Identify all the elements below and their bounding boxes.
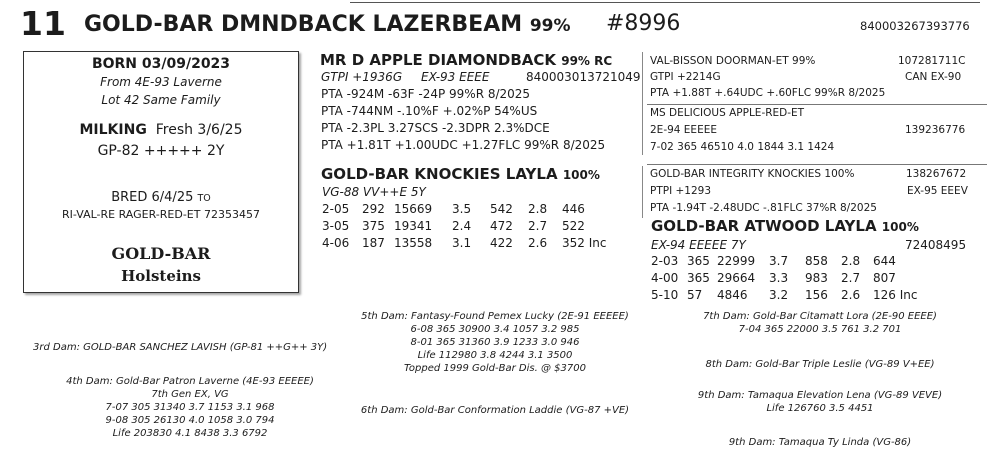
- table-row: [322, 218, 606, 235]
- record-cell: 3.3: [769, 271, 789, 285]
- record-cell: 542: [490, 202, 513, 216]
- fourth-dam: [40, 375, 340, 440]
- animal-title: [84, 10, 571, 41]
- ninth-dam-a-line: Life 126760 3.5 4451: [766, 403, 874, 414]
- record-cell: 3-05: [322, 219, 350, 233]
- record-cell: 446: [562, 202, 585, 216]
- record-cell: 422: [490, 236, 513, 250]
- lot-note: Lot 42 Same Family: [101, 93, 221, 107]
- third-dam: 3rd Dam: GOLD-BAR SANCHEZ LAVISH (GP-81 ++G++ 3Y): [33, 342, 328, 353]
- seventh-dam-title: 7th Dam: Gold-Bar Citamatt Lora (2E-90 EEEE): [703, 311, 937, 322]
- sire-pta-1: PTA -924M -63F -24P 99%R 8/2025: [321, 87, 531, 101]
- record-cell: 807: [873, 271, 896, 285]
- grand-dam-class: EX-94 EEEEE 7Y: [651, 238, 746, 252]
- fifth-dam-title: 5th Dam: Fantasy-Found Pemex Lucky (2E-91 EEEEE): [361, 311, 629, 322]
- grand-dam-reg: 72408495: [905, 238, 967, 252]
- sire-dam-name: MS DELICIOUS APPLE-RED-ET: [650, 107, 805, 119]
- milking-value: Fresh 3/6/25: [155, 122, 243, 138]
- dam-sire-class: EX-95 EEEV: [907, 185, 968, 197]
- table-row: [651, 253, 917, 270]
- divider: [647, 164, 987, 165]
- milking-status: [24, 122, 298, 138]
- sire-sire-reg: 107281711C: [898, 55, 966, 67]
- grand-dam-name: [651, 217, 919, 235]
- sire-gtpi: GTPI +1936G: [321, 70, 403, 84]
- animal-info-box: [23, 51, 299, 293]
- fourth-dam-title: 4th Dam: Gold-Bar Patron Laverne (4E-93 EEEEE): [66, 376, 314, 387]
- farm-name: GOLD-BAR: [111, 244, 211, 263]
- bred-to-word: TO: [197, 193, 211, 204]
- record-cell: 2.6: [841, 288, 861, 302]
- sire-sire-gtpi: GTPI +2214G: [650, 71, 721, 83]
- ninth-dam-a: [660, 389, 980, 415]
- record-cell: 126 Inc: [873, 288, 918, 302]
- dam-sire-ptpi: PTPI +1293: [650, 185, 712, 197]
- dam-sire-reg: 138267672: [906, 168, 967, 180]
- animal-pct: 99%: [529, 16, 571, 36]
- fifth-dam-line: 6-08 365 30900 3.4 1057 3.2 985: [410, 324, 580, 335]
- record-cell: 3.2: [769, 288, 789, 302]
- seventh-dam-line: 7-04 365 22000 3.5 761 3.2 701: [738, 324, 902, 335]
- sixth-dam: 6th Dam: Gold-Bar Conformation Laddie (VG-87 +VE): [360, 405, 630, 416]
- table-row: [651, 270, 917, 287]
- record-cell: 292: [362, 202, 385, 216]
- record-cell: 2.7: [841, 271, 861, 285]
- bred-date: [24, 190, 298, 205]
- record-cell: 644: [873, 254, 896, 268]
- ninth-dam-a-title: 9th Dam: Tamaqua Elevation Lena (VG-89 VEVE): [697, 390, 943, 401]
- registration-number: 840003267393776: [860, 19, 970, 33]
- dam-pct: 100%: [562, 168, 600, 182]
- record-cell: 15669: [394, 202, 433, 216]
- record-cell: 22999: [717, 254, 756, 268]
- dam-class: VG-88 VV++E 5Y: [322, 185, 426, 199]
- seventh-dam: [660, 310, 980, 336]
- bred-to-sire: RI-VAL-RE RAGER-RED-ET 72353457: [62, 208, 260, 221]
- dam-name-text: GOLD-BAR KNOCKIES LAYLA: [321, 165, 558, 183]
- fourth-dam-line: 7-07 305 31340 3.7 1153 3.1 968: [105, 402, 275, 413]
- record-cell: 2.7: [528, 219, 548, 233]
- classification: GP-82 +++++ 2Y: [97, 143, 225, 159]
- dam-records: [322, 201, 606, 252]
- sire-pta-4: PTA +1.81T +1.00UDC +1.27FLC 99%R 8/2025: [321, 138, 606, 152]
- record-cell: 2-05: [322, 202, 350, 216]
- record-cell: 4846: [717, 288, 748, 302]
- record-cell: 2.4: [452, 219, 472, 233]
- lot-number: 11: [20, 4, 66, 43]
- sire-sire-name: VAL-BISSON DOORMAN-ET 99%: [650, 55, 816, 67]
- grand-dam-records: [651, 253, 917, 304]
- dam-sire-name: GOLD-BAR INTEGRITY KNOCKIES 100%: [650, 168, 855, 180]
- record-cell: 375: [362, 219, 385, 233]
- record-cell: 4-00: [651, 271, 679, 285]
- record-cell: 352 Inc: [562, 236, 607, 250]
- breed-name: Holsteins: [121, 267, 201, 285]
- table-row: [322, 235, 606, 252]
- sire-class: EX-93 EEEE: [421, 70, 490, 84]
- table-row: [651, 287, 917, 304]
- record-cell: 522: [562, 219, 585, 233]
- record-cell: 187: [362, 236, 385, 250]
- fifth-dam-line: 8-01 365 31360 3.9 1233 3.0 946: [410, 337, 580, 348]
- sire-pta-3: PTA -2.3PL 3.27SCS -2.3DPR 2.3%DCE: [321, 121, 550, 135]
- fifth-dam-line: Life 112980 3.8 4244 3.1 3500: [417, 350, 573, 361]
- record-cell: 3.5: [452, 202, 472, 216]
- milking-label: MILKING: [79, 122, 147, 138]
- sire-dam-class: 2E-94 EEEEE: [650, 124, 717, 136]
- record-cell: 365: [687, 271, 710, 285]
- sire-pta-2: PTA -744NM -.10%F +.02%P 54%US: [321, 104, 538, 118]
- record-cell: 156: [805, 288, 828, 302]
- record-cell: 29664: [717, 271, 756, 285]
- record-cell: 2.8: [528, 202, 548, 216]
- sire-pct: 99% RC: [561, 54, 613, 68]
- record-cell: 2-03: [651, 254, 679, 268]
- record-cell: 19341: [394, 219, 433, 233]
- pedigree-divider: [642, 166, 643, 218]
- table-row: [322, 201, 606, 218]
- record-cell: 472: [490, 219, 513, 233]
- grand-dam-pct: 100%: [881, 220, 919, 234]
- sire-dam-record: 7-02 365 46510 4.0 1844 3.1 1424: [650, 141, 835, 153]
- record-cell: 4-06: [322, 236, 350, 250]
- born-date: BORN 03/09/2023: [91, 56, 231, 72]
- fourth-dam-line: 7th Gen EX, VG: [151, 389, 229, 400]
- fifth-dam-line: Topped 1999 Gold-Bar Dis. @ $3700: [404, 363, 586, 374]
- fourth-dam-line: Life 203830 4.1 8438 3.3 6792: [112, 428, 268, 439]
- record-cell: 13558: [394, 236, 433, 250]
- from-dam: From 4E-93 Laverne: [100, 75, 222, 89]
- record-cell: 858: [805, 254, 828, 268]
- bred-label: BRED 6/4/25: [111, 190, 194, 205]
- animal-name: GOLD-BAR DMNDBACK LAZERBEAM: [84, 12, 523, 37]
- sire-sire-class: CAN EX-90: [905, 71, 962, 83]
- sire-dam-reg: 139236776: [905, 124, 966, 136]
- catalog-number: #8996: [606, 11, 681, 36]
- fifth-dam: [345, 310, 645, 375]
- record-cell: 3.7: [769, 254, 789, 268]
- record-cell: 57: [687, 288, 703, 302]
- divider: [647, 104, 987, 105]
- top-rule: [350, 2, 980, 3]
- record-cell: 3.1: [452, 236, 472, 250]
- record-cell: 2.6: [528, 236, 548, 250]
- dam-sire-pta: PTA -1.94T -2.48UDC -.81FLC 37%R 8/2025: [650, 202, 877, 214]
- record-cell: 365: [687, 254, 710, 268]
- eighth-dam: 8th Dam: Gold-Bar Triple Leslie (VG-89 V+EE): [705, 359, 935, 370]
- fourth-dam-line: 9-08 305 26130 4.0 1058 3.0 794: [105, 415, 275, 426]
- sire-name-text: MR D APPLE DIAMONDBACK: [320, 51, 556, 69]
- record-cell: 983: [805, 271, 828, 285]
- sire-sire-pta: PTA +1.88T +.64UDC +.60FLC 99%R 8/2025: [650, 87, 886, 99]
- pedigree-divider: [642, 52, 643, 155]
- sire-reg: 840003013721049: [526, 70, 641, 84]
- sire-name: [320, 51, 612, 69]
- record-cell: 2.8: [841, 254, 861, 268]
- grand-dam-name-text: GOLD-BAR ATWOOD LAYLA: [651, 217, 877, 235]
- dam-name: [321, 165, 600, 183]
- ninth-dam-b: 9th Dam: Tamaqua Ty Linda (VG-86): [728, 437, 912, 448]
- record-cell: 5-10: [651, 288, 679, 302]
